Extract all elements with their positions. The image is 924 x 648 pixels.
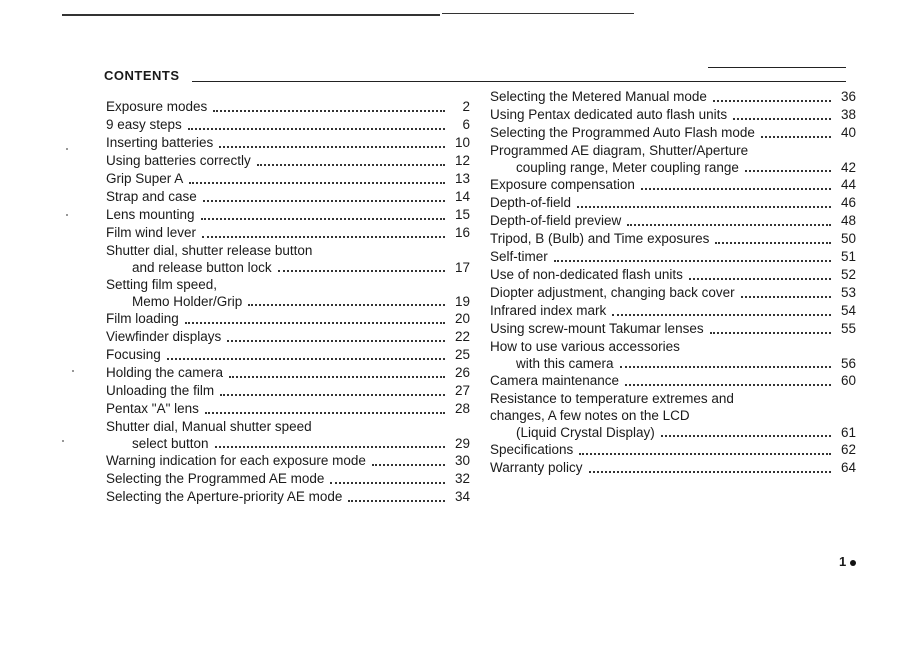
toc-page-number: 54 [840,303,856,318]
toc-entry-title: Programmed AE diagram, Shutter/Aperture [490,143,749,158]
toc-page-number: 61 [840,425,856,440]
dot-leader [713,100,831,102]
toc-page-number: 55 [840,321,856,336]
toc-entry [106,170,470,188]
dot-leader [741,296,831,298]
dot-leader [201,218,445,220]
dot-leader [710,332,831,334]
toc-entry-title: Infrared index mark [490,303,607,318]
toc-entry-title: Resistance to temperature extremes and [490,391,734,406]
toc-entry [106,134,470,152]
toc-page-number: 19 [454,294,470,309]
scan-speck [66,148,68,150]
toc-entry-title: Inserting batteries [106,135,214,150]
toc-entry-title: Shutter dial, Manual shutter speed [106,419,312,434]
toc-entry [106,328,470,346]
toc-entry [490,106,856,124]
toc-entry-row [490,355,856,372]
toc-entry [106,310,470,328]
scan-speck [66,214,68,216]
toc-entry-title: Setting film speed, [106,277,218,292]
toc-entry-title: with this camera [516,356,614,371]
dot-leader [220,394,445,396]
toc-entry-title: Holding the camera [106,365,224,380]
toc-entry-title: Selecting the Metered Manual mode [490,89,707,104]
toc-entry [490,266,856,284]
toc-page-number: 36 [840,89,856,104]
toc-page-number: 14 [454,189,470,204]
dot-leader [715,242,831,244]
toc-entry [106,206,470,224]
dot-leader [577,206,831,208]
toc-entry-title: Using batteries correctly [106,153,251,168]
toc-page-number: 56 [840,356,856,371]
toc-entry [106,382,470,400]
top-rule [62,14,440,16]
toc-entry-title: Specifications [490,442,574,457]
dot-leader [205,412,445,414]
toc-page-number: 64 [840,460,856,475]
toc-entry-title: Focusing [106,347,161,362]
dot-leader [761,136,831,138]
toc-left-column [106,98,470,506]
toc-page-number: 25 [454,347,470,362]
toc-page-number: 20 [454,311,470,326]
toc-entry-row [490,159,856,176]
toc-entry-title: Lens mounting [106,207,195,222]
toc-right-column [490,88,856,477]
heading-rule-right [708,67,846,68]
toc-page-number: 26 [454,365,470,380]
dot-leader [733,118,831,120]
dot-leader [167,358,445,360]
dot-leader [203,200,445,202]
toc-entry-title: Use of non-dedicated flash units [490,267,683,282]
toc-page-number: 22 [454,329,470,344]
toc-entry [490,390,856,441]
toc-entry [490,88,856,106]
dot-leader [202,236,445,238]
toc-page-number: 10 [454,135,470,150]
toc-entry-title: select button [132,436,209,451]
toc-page-number: 27 [454,383,470,398]
toc-page-number: 17 [454,260,470,275]
toc-page-number: 48 [840,213,856,228]
toc-entry [490,194,856,212]
toc-entry-title: Film wind lever [106,225,197,240]
dot-leader [348,500,445,502]
toc-entry-title: Using Pentax dedicated auto flash units [490,107,728,122]
toc-page-number: 50 [840,231,856,246]
toc-page-number: 51 [840,249,856,264]
toc-page-number: 32 [454,471,470,486]
toc-page-number: 13 [454,171,470,186]
toc-entry-title: Selecting the Programmed Auto Flash mode [490,125,755,140]
toc-page-number: 15 [454,207,470,222]
toc-entry [106,242,470,276]
toc-page-number: 53 [840,285,856,300]
toc-entry [490,459,856,477]
toc-page-number: 42 [840,160,856,175]
scan-speck [62,440,64,442]
toc-entry [490,230,856,248]
toc-entry [490,320,856,338]
toc-entry-title: Self-timer [490,249,548,264]
toc-entry-row [106,293,470,310]
toc-entry-title: changes, A few notes on the LCD [490,408,690,423]
toc-page-number: 16 [454,225,470,240]
top-rule-thin [442,13,634,14]
dot-leader [661,435,831,437]
dot-leader [219,146,445,148]
toc-entry [490,142,856,176]
dot-leader [620,366,831,368]
toc-entry-title: Warranty policy [490,460,583,475]
toc-page-number: 29 [454,436,470,451]
dot-leader [229,376,445,378]
toc-entry [106,224,470,242]
dot-leader [227,340,445,342]
toc-entry [106,98,470,116]
toc-entry [490,372,856,390]
toc-entry [106,152,470,170]
toc-page-number: 30 [454,453,470,468]
toc-entry-title: Strap and case [106,189,197,204]
toc-entry [106,452,470,470]
dot-leader [627,224,831,226]
toc-page-number: 46 [840,195,856,210]
toc-page-number: 12 [454,153,470,168]
toc-entry-title: Tripod, B (Bulb) and Time exposures [490,231,710,246]
page-number [839,554,856,569]
dot-leader [579,453,831,455]
dot-leader [372,464,445,466]
toc-page-number: 2 [462,99,470,114]
toc-entry-title: Selecting the Aperture-priority AE mode [106,489,343,504]
toc-entry-title: Viewfinder displays [106,329,222,344]
toc-page-number: 34 [454,489,470,504]
scan-speck [72,370,74,372]
dot-leader [257,164,445,166]
page-number-text: 1 [839,554,847,569]
toc-entry-title: Selecting the Programmed AE mode [106,471,325,486]
toc-page-number: 28 [454,401,470,416]
toc-entry-row [106,435,470,452]
contents-heading: CONTENTS [104,68,180,83]
toc-entry-title: Memo Holder/Grip [132,294,243,309]
toc-page-number: 6 [462,117,470,132]
dot-leader [248,304,445,306]
dot-leader [641,188,831,190]
toc-entry [490,124,856,142]
bullet-icon [850,560,856,566]
toc-entry [106,364,470,382]
toc-entry-title: Shutter dial, shutter release button [106,243,313,258]
toc-entry-title: Depth-of-field preview [490,213,622,228]
toc-entry-title: Film loading [106,311,179,326]
toc-entry-title: Depth-of-field [490,195,572,210]
toc-entry-title: (Liquid Crystal Display) [516,425,655,440]
toc-entry-title: Exposure compensation [490,177,635,192]
toc-entry-title: Camera maintenance [490,373,620,388]
toc-page-number: 52 [840,267,856,282]
dot-leader [213,110,445,112]
toc-entry [490,338,856,372]
toc-entry [106,418,470,452]
toc-entry [490,302,856,320]
dot-leader [185,322,445,324]
toc-page-number: 38 [840,107,856,122]
dot-leader [554,260,831,262]
dot-leader [188,128,445,130]
toc-entry-title: Unloading the film [106,383,215,398]
dot-leader [689,278,831,280]
toc-entry-title: Using screw-mount Takumar lenses [490,321,704,336]
toc-page-number: 40 [840,125,856,140]
dot-leader [189,182,445,184]
dot-leader [215,446,445,448]
dot-leader [589,471,831,473]
toc-entry-title: Grip Super A [106,171,184,186]
dot-leader [278,270,445,272]
toc-entry-title: Pentax "A" lens [106,401,199,416]
dot-leader [612,314,831,316]
toc-entry-title: and release button lock [132,260,272,275]
toc-entry [106,470,470,488]
toc-entry [106,116,470,134]
dot-leader [745,170,831,172]
toc-entry [106,488,470,506]
toc-entry [106,188,470,206]
toc-page-number: 44 [840,177,856,192]
toc-entry [490,176,856,194]
toc-entry-row [490,424,856,441]
toc-page-number: 60 [840,373,856,388]
dot-leader [330,482,445,484]
toc-entry-title: Diopter adjustment, changing back cover [490,285,735,300]
toc-entry [490,284,856,302]
toc-entry-title: How to use various accessories [490,339,680,354]
toc-entry [106,400,470,418]
heading-underline [192,81,846,82]
dot-leader [625,384,831,386]
toc-entry [490,212,856,230]
toc-entry-row [106,259,470,276]
toc-entry-title: Warning indication for each exposure mode [106,453,366,468]
toc-entry-title: 9 easy steps [106,117,182,132]
toc-entry-title: Exposure modes [106,99,208,114]
toc-page-number: 62 [840,442,856,457]
toc-entry [106,276,470,310]
toc-entry [490,248,856,266]
toc-entry [490,441,856,459]
toc-entry-title: coupling range, Meter coupling range [516,160,739,175]
toc-entry [106,346,470,364]
